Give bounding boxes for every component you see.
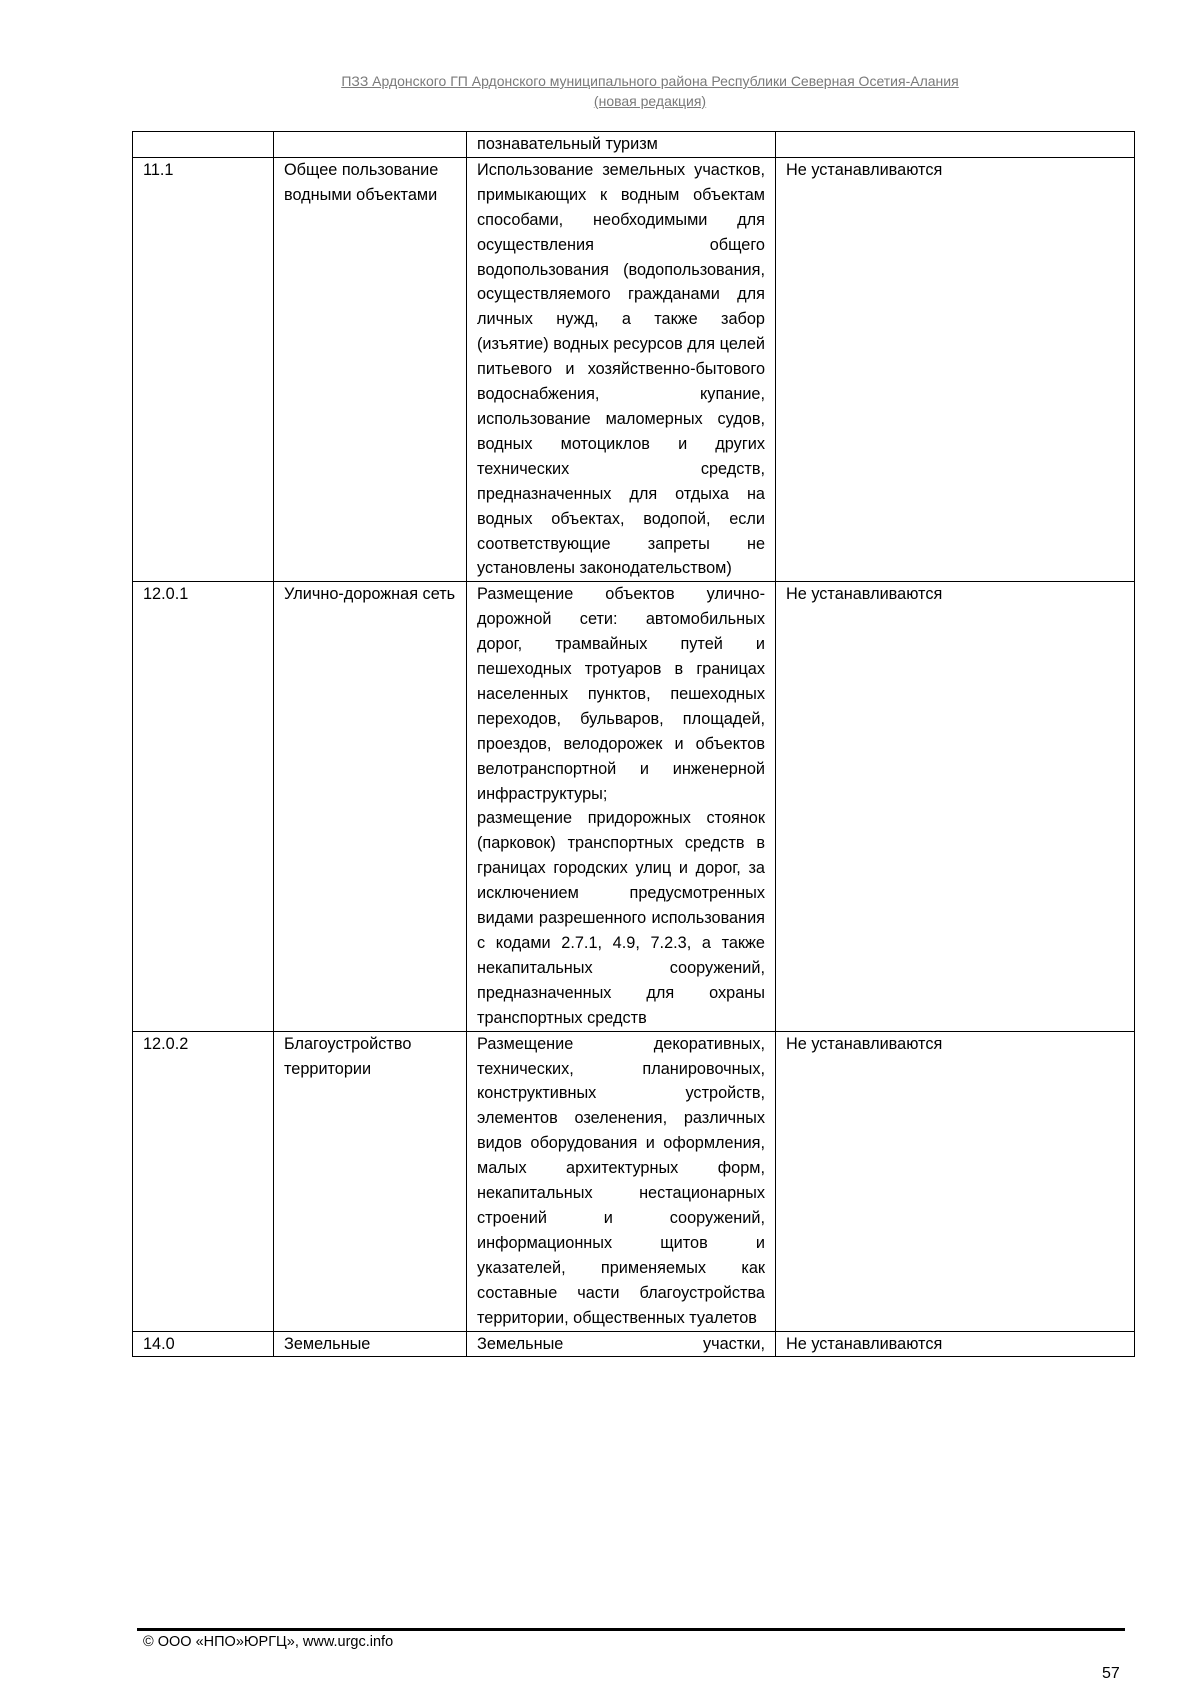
page-number: 57 — [1102, 1665, 1120, 1682]
name-cell: Улично-дорожная сеть — [274, 582, 467, 1031]
table-row — [133, 1331, 1135, 1357]
footer-copyright: © ООО «НПО»ЮРГЦ», www.urgc.info — [143, 1634, 394, 1650]
table-row — [133, 582, 1135, 1031]
table-row — [133, 157, 1135, 581]
header-title: ПЗЗ Ардонского ГП Ардонского муниципального района Республики Северная Осетия-Алания — [341, 73, 959, 89]
code-cell — [133, 132, 274, 158]
params-cell — [776, 132, 1135, 158]
table-row — [133, 132, 1135, 158]
code-cell: 14.0 — [133, 1331, 274, 1357]
description-cell: Размещение декоративных, технических, планировочных, конструктивных устройств, элементов озеленения, различных видов оборудования и оформления, малых архитектурных форм, некапитальных нестационарных строений и сооружений, информационных щитов и указателей, применяемых как составные части благоустройства территории, общественных туалетов — [467, 1031, 776, 1331]
description-cell: Размещение объектов улично-дорожной сети: автомобильных дорог, трамвайных путей и пешеходных тротуаров в границах населенных пунктов, пешеходных переходов, бульваров, площадей, проездов, велодорожек и объектов велотранспортной и инженерной инфраструктуры; размещение придорожных стоянок (парковок) транспортных средств в границах городских улиц и дорог, за исключением предусмотренных видами разрешенного использования с кодами 2.7.1, 4.9, 7.2.3, а также некапитальных сооружений, предназначенных для охраны транспортных средств — [467, 582, 776, 1031]
name-cell: Общее пользование водными объектами — [274, 157, 467, 581]
name-cell: Благоустройство территории — [274, 1031, 467, 1331]
params-cell: Не устанавливаются — [776, 1031, 1135, 1331]
footer-divider — [137, 1628, 1125, 1631]
description-cell: познавательный туризм — [467, 132, 776, 158]
name-cell: Земельные — [274, 1331, 467, 1357]
code-cell: 11.1 — [133, 157, 274, 581]
code-cell: 12.0.1 — [133, 582, 274, 1031]
code-cell: 12.0.2 — [133, 1031, 274, 1331]
name-cell — [274, 132, 467, 158]
params-cell: Не устанавливаются — [776, 1331, 1135, 1357]
table-row — [133, 1031, 1135, 1331]
document-header — [0, 71, 1200, 111]
description-cell: Использование земельных участков, примыкающих к водным объектам способами, необходимыми для осуществления общего водопользования (водопользования, осуществляемого гражданами для личных нужд, а также забор (изъятие) водных ресурсов для целей питьевого и хозяйственно-бытового водоснабжения, купание, использование маломерных судов, водных мотоциклов и других технических средств, предназначенных для отдыха на водных объектах, водопой, если соответствующие запреты не установлены законодательством) — [467, 157, 776, 581]
header-subtitle: (новая редакция) — [593, 93, 707, 109]
land-use-table — [132, 131, 1135, 1357]
description-cell: Земельные участки, — [467, 1331, 776, 1357]
params-cell: Не устанавливаются — [776, 582, 1135, 1031]
params-cell: Не устанавливаются — [776, 157, 1135, 581]
